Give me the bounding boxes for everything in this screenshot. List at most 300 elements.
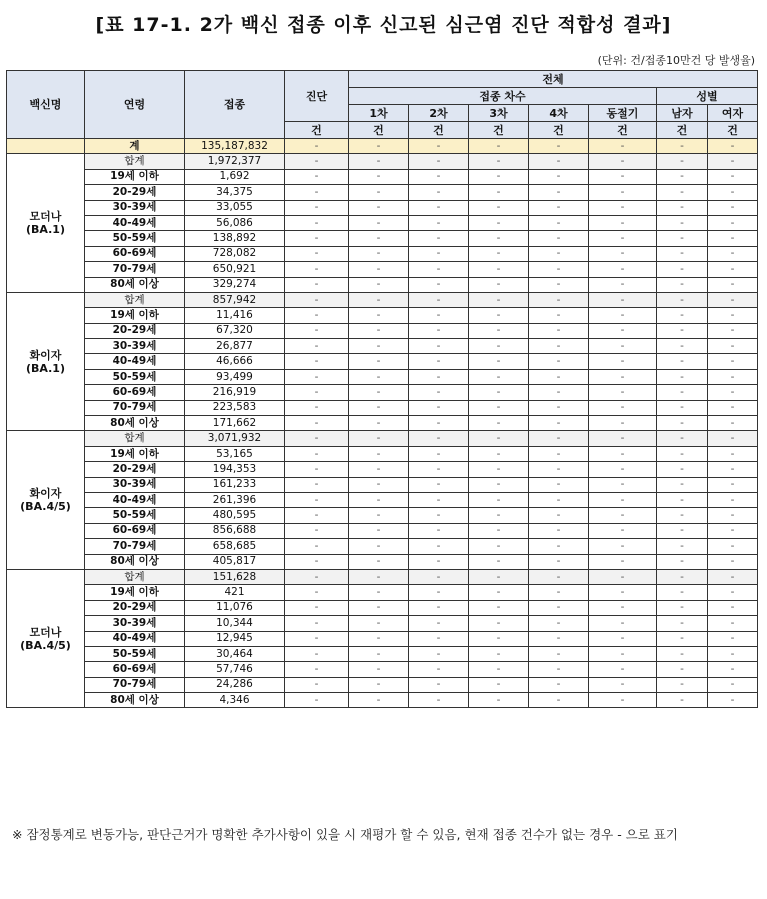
dash-cell: - bbox=[285, 169, 349, 184]
dash-cell: - bbox=[589, 323, 657, 338]
dash-cell: - bbox=[529, 431, 589, 446]
dash-cell: - bbox=[409, 662, 469, 677]
doses-value: 1,972,377 bbox=[185, 154, 285, 169]
dash-cell: - bbox=[529, 215, 589, 230]
table-row bbox=[7, 616, 758, 631]
table-row bbox=[7, 416, 758, 431]
dash-cell: - bbox=[409, 354, 469, 369]
header-d1: 1차 bbox=[349, 105, 409, 122]
dash-cell: - bbox=[409, 231, 469, 246]
dash-cell: - bbox=[657, 308, 708, 323]
dash-cell: - bbox=[409, 169, 469, 184]
dash-cell: - bbox=[285, 477, 349, 492]
table-row bbox=[7, 631, 758, 646]
doses-value: 650,921 bbox=[185, 262, 285, 277]
dash-cell: - bbox=[409, 508, 469, 523]
dash-cell: - bbox=[349, 246, 409, 261]
unit-cell: 건 bbox=[657, 122, 708, 139]
dash-cell: - bbox=[285, 200, 349, 215]
age-label: 80세 이상 bbox=[85, 416, 185, 431]
dash-cell: - bbox=[285, 554, 349, 569]
age-label: 30-39세 bbox=[85, 200, 185, 215]
dash-cell: - bbox=[469, 231, 529, 246]
doses-value: 34,375 bbox=[185, 185, 285, 200]
dash-cell: - bbox=[708, 262, 758, 277]
dash-cell: - bbox=[708, 323, 758, 338]
dash-cell: - bbox=[349, 431, 409, 446]
dash-cell: - bbox=[657, 200, 708, 215]
dash-cell: - bbox=[349, 200, 409, 215]
dash-cell: - bbox=[349, 539, 409, 554]
dash-cell: - bbox=[469, 431, 529, 446]
subtotal-label: 합계 bbox=[85, 292, 185, 307]
doses-value: 11,416 bbox=[185, 308, 285, 323]
dash-cell: - bbox=[657, 246, 708, 261]
table-row bbox=[7, 215, 758, 230]
doses-value: 67,320 bbox=[185, 323, 285, 338]
header-vaccine: 백신명 bbox=[7, 71, 85, 139]
dash-cell: - bbox=[708, 277, 758, 292]
dash-cell: - bbox=[657, 400, 708, 415]
table-row bbox=[7, 354, 758, 369]
dash-cell: - bbox=[657, 492, 708, 507]
dash-cell: - bbox=[708, 231, 758, 246]
doses-value: 658,685 bbox=[185, 539, 285, 554]
vaccine-name: 화이자 (BA.4/5) bbox=[7, 431, 85, 570]
dash-cell: - bbox=[349, 416, 409, 431]
table-row bbox=[7, 200, 758, 215]
dash-cell: - bbox=[409, 246, 469, 261]
dash-cell: - bbox=[285, 416, 349, 431]
dash-cell: - bbox=[469, 569, 529, 584]
age-label: 40-49세 bbox=[85, 215, 185, 230]
dash-cell: - bbox=[349, 339, 409, 354]
dash-cell: - bbox=[349, 139, 409, 154]
table-row bbox=[7, 308, 758, 323]
dash-cell: - bbox=[469, 616, 529, 631]
dash-cell: - bbox=[285, 585, 349, 600]
dash-cell: - bbox=[589, 200, 657, 215]
table-row bbox=[7, 477, 758, 492]
vaccine-name: 화이자 (BA.1) bbox=[7, 292, 85, 431]
age-label: 60-69세 bbox=[85, 385, 185, 400]
dash-cell: - bbox=[589, 354, 657, 369]
dash-cell: - bbox=[708, 200, 758, 215]
table-row bbox=[7, 492, 758, 507]
dash-cell: - bbox=[285, 231, 349, 246]
doses-value: 3,071,932 bbox=[185, 431, 285, 446]
dash-cell: - bbox=[529, 693, 589, 708]
dash-cell: - bbox=[529, 523, 589, 538]
dash-cell: - bbox=[657, 569, 708, 584]
dash-cell: - bbox=[285, 292, 349, 307]
dash-cell: - bbox=[285, 323, 349, 338]
dash-cell: - bbox=[469, 262, 529, 277]
dash-cell: - bbox=[589, 369, 657, 384]
dash-cell: - bbox=[657, 508, 708, 523]
dash-cell: - bbox=[708, 523, 758, 538]
dash-cell: - bbox=[708, 354, 758, 369]
dash-cell: - bbox=[708, 631, 758, 646]
dash-cell: - bbox=[657, 539, 708, 554]
dash-cell: - bbox=[349, 693, 409, 708]
dash-cell: - bbox=[469, 662, 529, 677]
unit-label: (단위: 건/접종10만건 당 발생율) bbox=[597, 54, 755, 67]
dash-cell: - bbox=[409, 492, 469, 507]
dash-cell: - bbox=[285, 446, 349, 461]
total-doses: 135,187,832 bbox=[185, 139, 285, 154]
doses-value: 26,877 bbox=[185, 339, 285, 354]
dash-cell: - bbox=[469, 416, 529, 431]
dash-cell: - bbox=[708, 339, 758, 354]
dash-cell: - bbox=[469, 246, 529, 261]
dash-cell: - bbox=[529, 539, 589, 554]
age-label: 50-59세 bbox=[85, 231, 185, 246]
dash-cell: - bbox=[589, 139, 657, 154]
dash-cell: - bbox=[589, 662, 657, 677]
dash-cell: - bbox=[589, 416, 657, 431]
header-overall: 전체 bbox=[349, 71, 758, 88]
dash-cell: - bbox=[589, 169, 657, 184]
dash-cell: - bbox=[589, 339, 657, 354]
dash-cell: - bbox=[589, 554, 657, 569]
dash-cell: - bbox=[469, 477, 529, 492]
dash-cell: - bbox=[409, 554, 469, 569]
dash-cell: - bbox=[469, 523, 529, 538]
dash-cell: - bbox=[657, 231, 708, 246]
dash-cell: - bbox=[589, 277, 657, 292]
dash-cell: - bbox=[285, 431, 349, 446]
dash-cell: - bbox=[285, 246, 349, 261]
dash-cell: - bbox=[708, 139, 758, 154]
dash-cell: - bbox=[657, 631, 708, 646]
unit-cell: 건 bbox=[589, 122, 657, 139]
dash-cell: - bbox=[529, 277, 589, 292]
dash-cell: - bbox=[349, 231, 409, 246]
header-doses: 접종 bbox=[185, 71, 285, 139]
table-row bbox=[7, 231, 758, 246]
total-label: 계 bbox=[85, 139, 185, 154]
dash-cell: - bbox=[469, 139, 529, 154]
dash-cell: - bbox=[285, 308, 349, 323]
age-label: 80세 이상 bbox=[85, 277, 185, 292]
dash-cell: - bbox=[529, 646, 589, 661]
table-row bbox=[7, 523, 758, 538]
dash-cell: - bbox=[657, 292, 708, 307]
dash-cell: - bbox=[409, 292, 469, 307]
dash-cell: - bbox=[657, 462, 708, 477]
age-label: 70-79세 bbox=[85, 400, 185, 415]
dash-cell: - bbox=[349, 492, 409, 507]
doses-value: 329,274 bbox=[185, 277, 285, 292]
dash-cell: - bbox=[469, 339, 529, 354]
dash-cell: - bbox=[657, 369, 708, 384]
age-label: 40-49세 bbox=[85, 631, 185, 646]
dash-cell: - bbox=[708, 246, 758, 261]
doses-value: 171,662 bbox=[185, 416, 285, 431]
dash-cell: - bbox=[589, 431, 657, 446]
dash-cell: - bbox=[469, 446, 529, 461]
dash-cell: - bbox=[589, 215, 657, 230]
dash-cell: - bbox=[469, 400, 529, 415]
doses-value: 856,688 bbox=[185, 523, 285, 538]
dash-cell: - bbox=[349, 446, 409, 461]
unit-cell: 건 bbox=[285, 122, 349, 139]
dash-cell: - bbox=[285, 139, 349, 154]
dash-cell: - bbox=[529, 600, 589, 615]
table-row bbox=[7, 154, 758, 169]
dash-cell: - bbox=[529, 385, 589, 400]
age-label: 80세 이상 bbox=[85, 554, 185, 569]
unit-cell: 건 bbox=[469, 122, 529, 139]
dash-cell: - bbox=[469, 154, 529, 169]
dash-cell: - bbox=[708, 646, 758, 661]
dash-cell: - bbox=[529, 231, 589, 246]
dash-cell: - bbox=[589, 539, 657, 554]
table-row bbox=[7, 677, 758, 692]
dash-cell: - bbox=[708, 662, 758, 677]
dash-cell: - bbox=[708, 416, 758, 431]
dash-cell: - bbox=[285, 523, 349, 538]
age-label: 40-49세 bbox=[85, 354, 185, 369]
age-label: 19세 이하 bbox=[85, 169, 185, 184]
dash-cell: - bbox=[349, 554, 409, 569]
footnote: ※ 잠정통계로 변동가능, 판단근거가 명확한 추가사항이 있을 시 재평가 할 수 있음, 현재 접종 건수가 없는 경우 - 으로 표기 bbox=[12, 827, 678, 842]
dash-cell: - bbox=[708, 554, 758, 569]
dash-cell: - bbox=[529, 677, 589, 692]
header-female: 여자 bbox=[708, 105, 758, 122]
table-row bbox=[7, 569, 758, 584]
dash-cell: - bbox=[589, 646, 657, 661]
dash-cell: - bbox=[529, 477, 589, 492]
doses-value: 216,919 bbox=[185, 385, 285, 400]
table-row bbox=[7, 508, 758, 523]
dash-cell: - bbox=[529, 246, 589, 261]
dash-cell: - bbox=[409, 693, 469, 708]
dash-cell: - bbox=[285, 646, 349, 661]
dash-cell: - bbox=[409, 631, 469, 646]
dash-cell: - bbox=[529, 400, 589, 415]
dash-cell: - bbox=[285, 462, 349, 477]
total-row bbox=[7, 139, 758, 154]
doses-value: 223,583 bbox=[185, 400, 285, 415]
dash-cell: - bbox=[657, 169, 708, 184]
header-d3: 3차 bbox=[469, 105, 529, 122]
dash-cell: - bbox=[708, 292, 758, 307]
dash-cell: - bbox=[285, 569, 349, 584]
doses-value: 728,082 bbox=[185, 246, 285, 261]
dash-cell: - bbox=[285, 539, 349, 554]
dash-cell: - bbox=[708, 400, 758, 415]
dash-cell: - bbox=[409, 154, 469, 169]
dash-cell: - bbox=[469, 385, 529, 400]
unit-cell: 건 bbox=[409, 122, 469, 139]
table-row bbox=[7, 369, 758, 384]
dash-cell: - bbox=[529, 154, 589, 169]
age-label: 20-29세 bbox=[85, 600, 185, 615]
age-label: 19세 이하 bbox=[85, 446, 185, 461]
dash-cell: - bbox=[589, 600, 657, 615]
dash-cell: - bbox=[285, 277, 349, 292]
dash-cell: - bbox=[469, 169, 529, 184]
dash-cell: - bbox=[589, 446, 657, 461]
dash-cell: - bbox=[708, 369, 758, 384]
dash-cell: - bbox=[589, 569, 657, 584]
dash-cell: - bbox=[409, 262, 469, 277]
dash-cell: - bbox=[409, 139, 469, 154]
dash-cell: - bbox=[529, 416, 589, 431]
subtotal-label: 합계 bbox=[85, 154, 185, 169]
dash-cell: - bbox=[589, 462, 657, 477]
dash-cell: - bbox=[589, 508, 657, 523]
dash-cell: - bbox=[708, 431, 758, 446]
age-label: 70-79세 bbox=[85, 677, 185, 692]
dash-cell: - bbox=[657, 554, 708, 569]
dash-cell: - bbox=[708, 169, 758, 184]
dash-cell: - bbox=[349, 262, 409, 277]
dash-cell: - bbox=[589, 262, 657, 277]
doses-value: 151,628 bbox=[185, 569, 285, 584]
dash-cell: - bbox=[349, 308, 409, 323]
dash-cell: - bbox=[708, 462, 758, 477]
dash-cell: - bbox=[657, 646, 708, 661]
header-male: 남자 bbox=[657, 105, 708, 122]
dash-cell: - bbox=[657, 585, 708, 600]
age-label: 30-39세 bbox=[85, 477, 185, 492]
dash-cell: - bbox=[529, 323, 589, 338]
dash-cell: - bbox=[657, 154, 708, 169]
subtotal-label: 합계 bbox=[85, 569, 185, 584]
dash-cell: - bbox=[529, 569, 589, 584]
header-d4: 4차 bbox=[529, 105, 589, 122]
dash-cell: - bbox=[469, 323, 529, 338]
dash-cell: - bbox=[708, 385, 758, 400]
doses-value: 46,666 bbox=[185, 354, 285, 369]
dash-cell: - bbox=[409, 431, 469, 446]
total-empty bbox=[7, 139, 85, 154]
age-label: 50-59세 bbox=[85, 646, 185, 661]
dash-cell: - bbox=[529, 369, 589, 384]
dash-cell: - bbox=[409, 369, 469, 384]
dash-cell: - bbox=[409, 539, 469, 554]
header-dose-order: 접종 차수 bbox=[349, 88, 657, 105]
subtotal-label: 합계 bbox=[85, 431, 185, 446]
dash-cell: - bbox=[349, 662, 409, 677]
dash-cell: - bbox=[589, 385, 657, 400]
dash-cell: - bbox=[589, 523, 657, 538]
dash-cell: - bbox=[469, 215, 529, 230]
dash-cell: - bbox=[657, 693, 708, 708]
table-row bbox=[7, 662, 758, 677]
header-age: 연령 bbox=[85, 71, 185, 139]
dash-cell: - bbox=[349, 631, 409, 646]
age-label: 80세 이상 bbox=[85, 693, 185, 708]
dash-cell: - bbox=[409, 323, 469, 338]
doses-value: 857,942 bbox=[185, 292, 285, 307]
dash-cell: - bbox=[657, 662, 708, 677]
dash-cell: - bbox=[657, 477, 708, 492]
dash-cell: - bbox=[409, 462, 469, 477]
dash-cell: - bbox=[285, 262, 349, 277]
header-d2: 2차 bbox=[409, 105, 469, 122]
dash-cell: - bbox=[589, 292, 657, 307]
dash-cell: - bbox=[708, 569, 758, 584]
unit-cell: 건 bbox=[529, 122, 589, 139]
dash-cell: - bbox=[469, 462, 529, 477]
dash-cell: - bbox=[349, 600, 409, 615]
table-row bbox=[7, 277, 758, 292]
dash-cell: - bbox=[589, 308, 657, 323]
dash-cell: - bbox=[708, 600, 758, 615]
dash-cell: - bbox=[285, 339, 349, 354]
age-label: 19세 이하 bbox=[85, 308, 185, 323]
dash-cell: - bbox=[589, 185, 657, 200]
dash-cell: - bbox=[285, 600, 349, 615]
header-sex: 성별 bbox=[657, 88, 758, 105]
dash-cell: - bbox=[529, 308, 589, 323]
dash-cell: - bbox=[529, 139, 589, 154]
dash-cell: - bbox=[409, 646, 469, 661]
dash-cell: - bbox=[469, 277, 529, 292]
dash-cell: - bbox=[409, 523, 469, 538]
doses-value: 24,286 bbox=[185, 677, 285, 692]
dash-cell: - bbox=[657, 339, 708, 354]
dash-cell: - bbox=[409, 308, 469, 323]
table-row bbox=[7, 246, 758, 261]
dash-cell: - bbox=[657, 262, 708, 277]
age-label: 50-59세 bbox=[85, 508, 185, 523]
dash-cell: - bbox=[589, 677, 657, 692]
doses-value: 57,746 bbox=[185, 662, 285, 677]
table-row bbox=[7, 292, 758, 307]
dash-cell: - bbox=[657, 354, 708, 369]
dash-cell: - bbox=[589, 477, 657, 492]
dash-cell: - bbox=[529, 185, 589, 200]
age-label: 60-69세 bbox=[85, 246, 185, 261]
dash-cell: - bbox=[469, 200, 529, 215]
dash-cell: - bbox=[529, 554, 589, 569]
table-row bbox=[7, 385, 758, 400]
age-label: 70-79세 bbox=[85, 262, 185, 277]
doses-value: 12,945 bbox=[185, 631, 285, 646]
dash-cell: - bbox=[529, 200, 589, 215]
doses-value: 56,086 bbox=[185, 215, 285, 230]
dash-cell: - bbox=[409, 446, 469, 461]
dash-cell: - bbox=[285, 369, 349, 384]
doses-value: 421 bbox=[185, 585, 285, 600]
dash-cell: - bbox=[349, 323, 409, 338]
dash-cell: - bbox=[349, 215, 409, 230]
dash-cell: - bbox=[349, 400, 409, 415]
table-row bbox=[7, 646, 758, 661]
dash-cell: - bbox=[469, 369, 529, 384]
dash-cell: - bbox=[657, 616, 708, 631]
dash-cell: - bbox=[409, 569, 469, 584]
dash-cell: - bbox=[469, 354, 529, 369]
dash-cell: - bbox=[708, 508, 758, 523]
age-label: 20-29세 bbox=[85, 462, 185, 477]
table-row bbox=[7, 262, 758, 277]
dash-cell: - bbox=[349, 477, 409, 492]
dash-cell: - bbox=[409, 677, 469, 692]
dash-cell: - bbox=[708, 693, 758, 708]
dash-cell: - bbox=[589, 492, 657, 507]
dash-cell: - bbox=[349, 585, 409, 600]
dash-cell: - bbox=[349, 616, 409, 631]
age-label: 60-69세 bbox=[85, 662, 185, 677]
table-row bbox=[7, 539, 758, 554]
dash-cell: - bbox=[409, 416, 469, 431]
